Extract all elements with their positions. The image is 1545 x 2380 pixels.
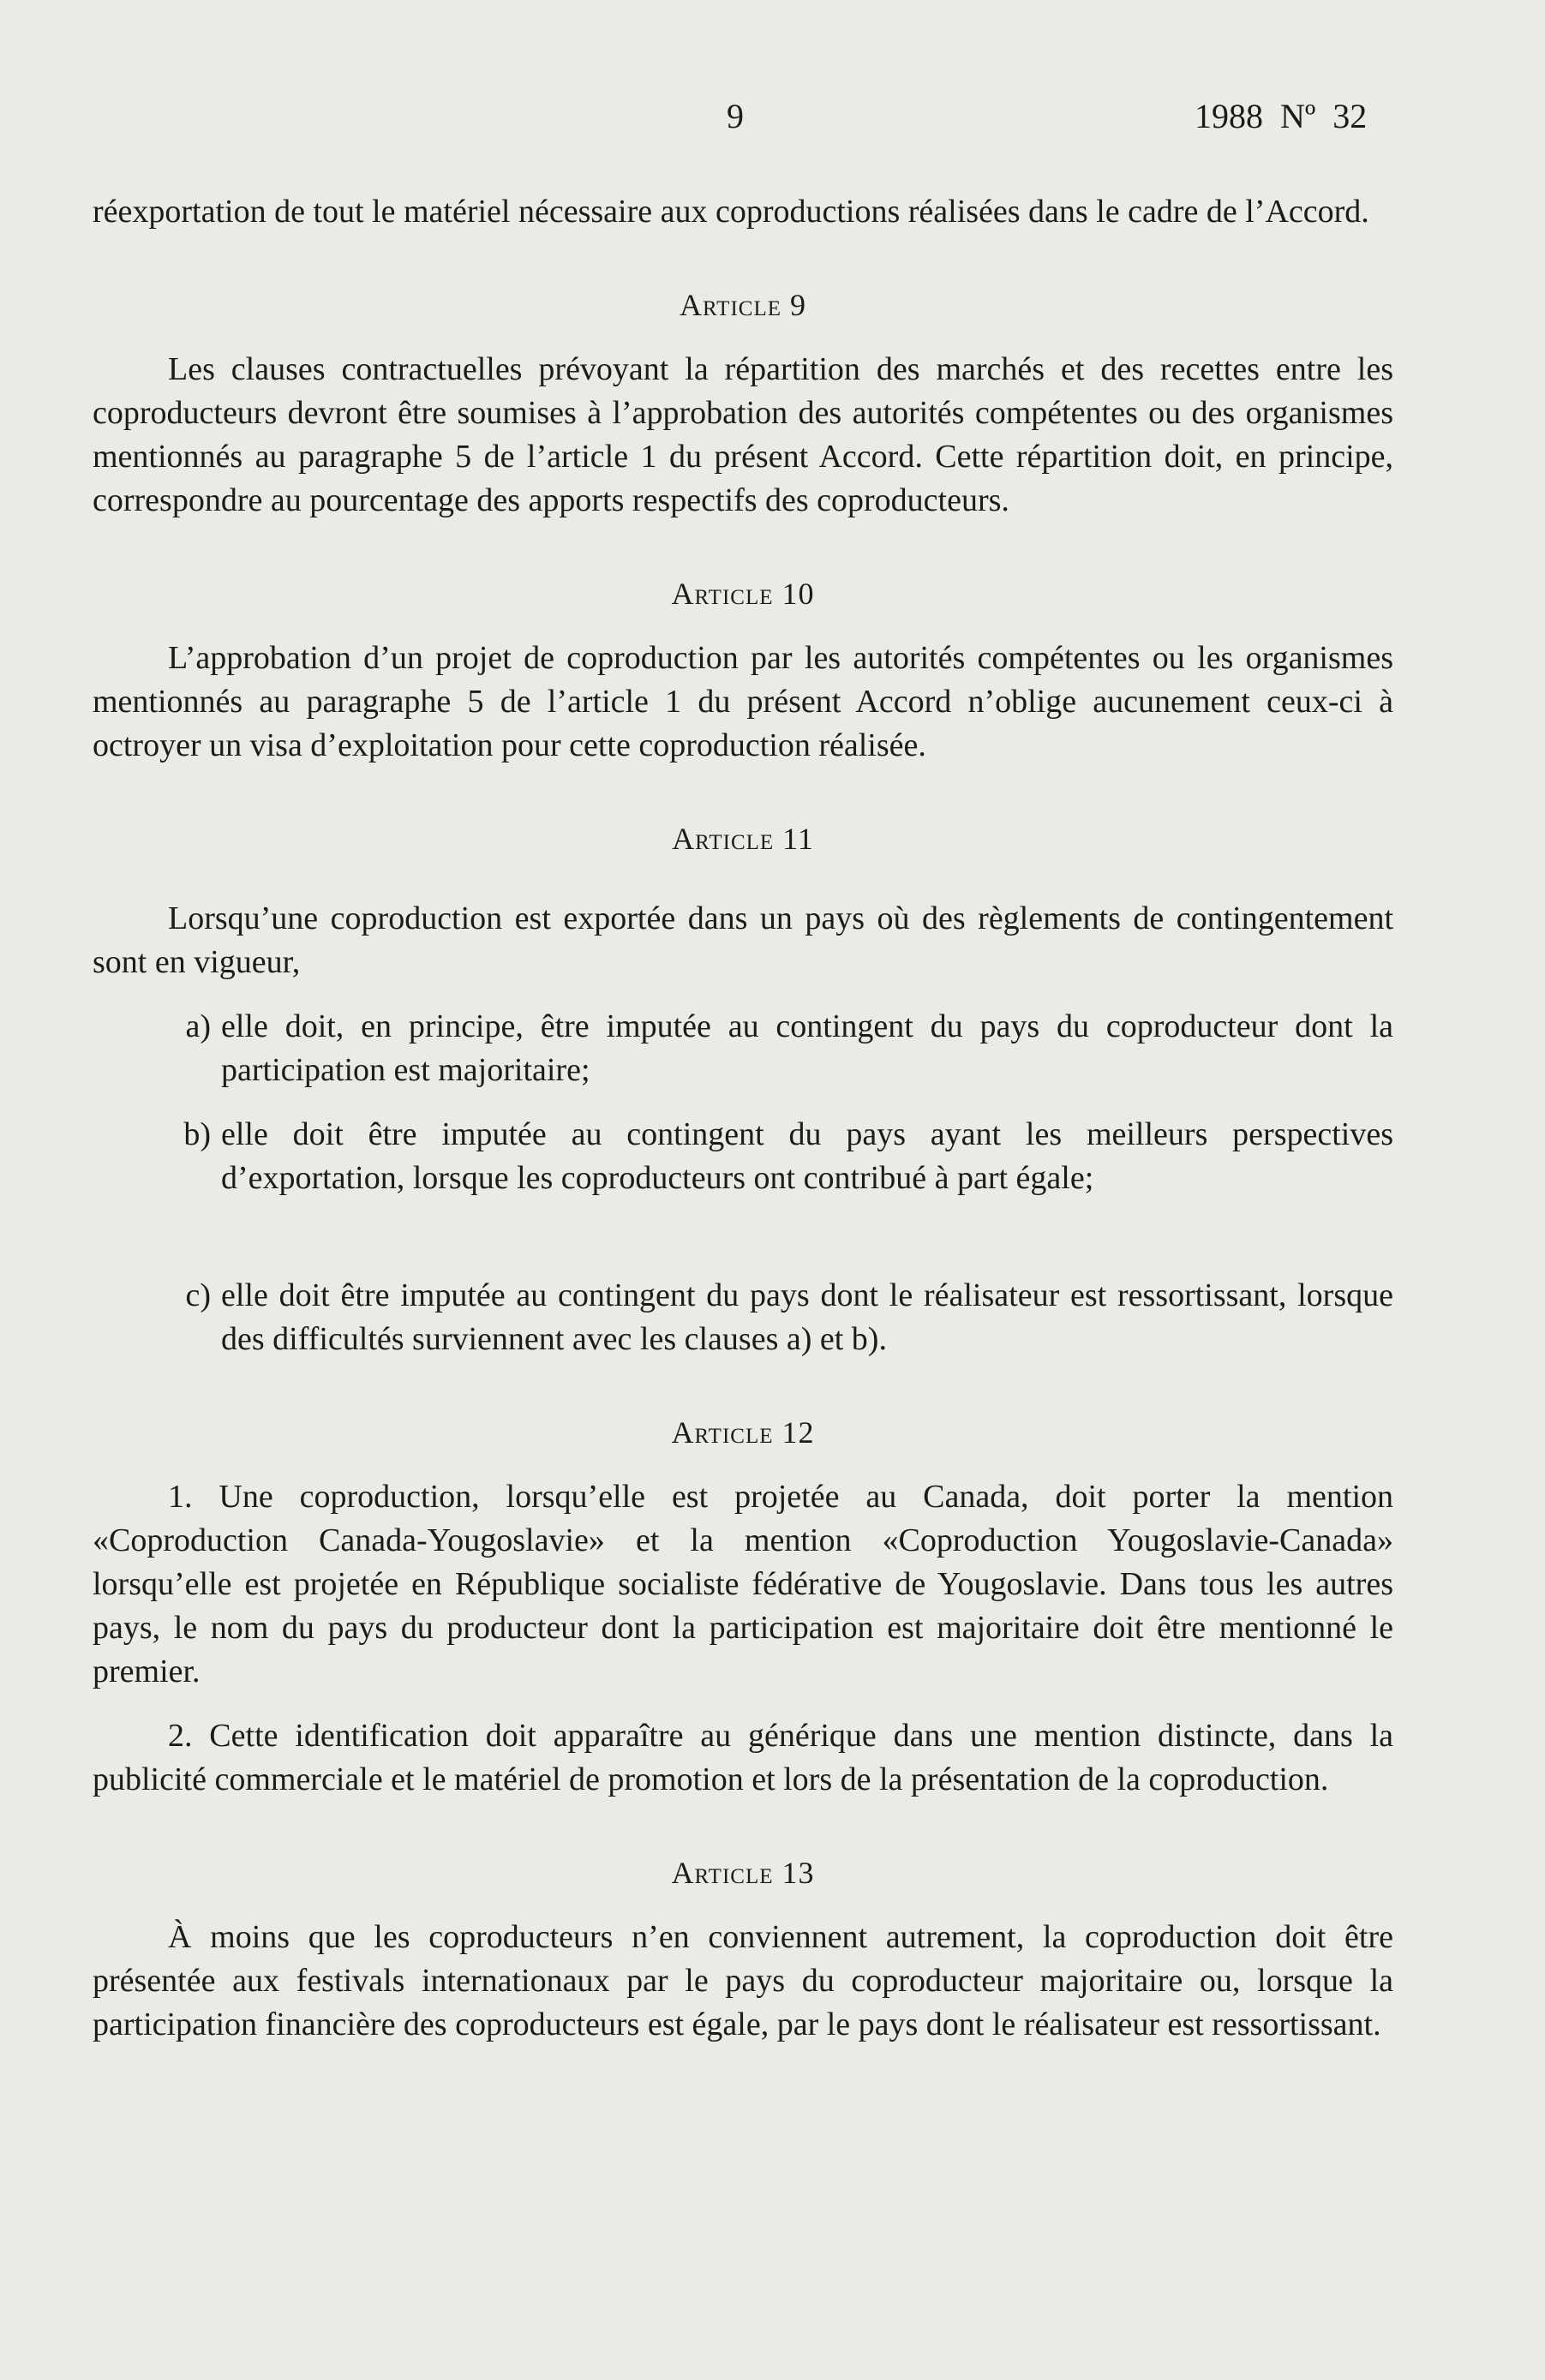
article-9-paragraph: Les clauses contractuelles prévoyant la répartition des marchés et des recettes entre les coproducteurs devront être soumises à l’approbation des autorités compétentes ou des organismes mentionnés au paragraphe 5 de l’article 1 du présent Accord. Cette répartition doit, en principe, correspondre au pourcentage des apports respectifs des coproducteurs. [93, 351, 1393, 518]
article-11-item-a [93, 1005, 1393, 1092]
item-text: elle doit être imputée au contingent du pays ayant les meilleurs perspectives d’exportation, lorsque les coproducteurs ont contribué à part égale; [221, 1116, 1393, 1196]
item-label: c) [185, 1277, 211, 1313]
article-12-paragraph-1: 1. Une coproduction, lorsqu’elle est projetée au Canada, doit porter la mention «Coproduction Canada-Yougoslavie» et la mention «Coproduction Yougoslavie-Canada» lorsqu’elle est projetée en République socialiste fédérative de Yougoslavie. Dans tous les autres pays, le nom du pays du producteur dont la participation est majoritaire doit être mentionné le premier. [93, 1479, 1393, 1689]
intro-paragraph: réexportation de tout le matériel nécessaire aux coproductions réalisées dans le cadre de l’Accord. [93, 194, 1369, 230]
article-11-item-c [93, 1274, 1393, 1361]
article-9-heading: Article 9 [680, 288, 806, 322]
article-12-paragraph-2: 2. Cette identification doit apparaître au générique dans une mention distincte, dans la publicité commerciale et le matériel de promotion et lors de la présentation de la coproduction. [93, 1718, 1393, 1797]
item-label: b) [183, 1116, 211, 1152]
item-label: a) [185, 1008, 211, 1044]
article-12-heading: Article 12 [671, 1415, 815, 1450]
article-10-paragraph: L’approbation d’un projet de coproduction par les autorités compétentes ou les organismes mentionnés au paragraphe 5 de l’article 1 du présent Accord n’oblige aucunement ceux-ci à octroyer un visa d’exploitation pour cette coproduction réalisée. [93, 640, 1393, 763]
item-text: elle doit, en principe, être imputée au contingent du pays du coproducteur dont la participation est majoritaire; [221, 1008, 1393, 1088]
article-11-item-b [93, 1113, 1393, 1200]
page-number: 9 [727, 97, 744, 135]
article-11-heading: Article 11 [672, 822, 814, 856]
article-13-heading: Article 13 [671, 1856, 815, 1890]
item-text: elle doit être imputée au contingent du pays dont le réalisateur est ressortissant, lorsque des difficultés surviennent avec les clauses a) et b). [221, 1277, 1393, 1357]
document-body [93, 190, 1393, 2047]
article-13-paragraph: À moins que les coproducteurs n’en conviennent autrement, la coproduction doit être présentée aux festivals internationaux par le pays du coproducteur majoritaire ou, lorsque la participation financière des coproducteurs est égale, par le pays dont le réalisateur est ressortissant. [93, 1919, 1393, 2042]
article-10-heading: Article 10 [671, 577, 815, 611]
article-11-paragraph: Lorsqu’une coproduction est exportée dans un pays où des règlements de contingentement sont en vigueur, [93, 900, 1393, 980]
document-reference: 1988 Nº 32 [1195, 97, 1368, 135]
